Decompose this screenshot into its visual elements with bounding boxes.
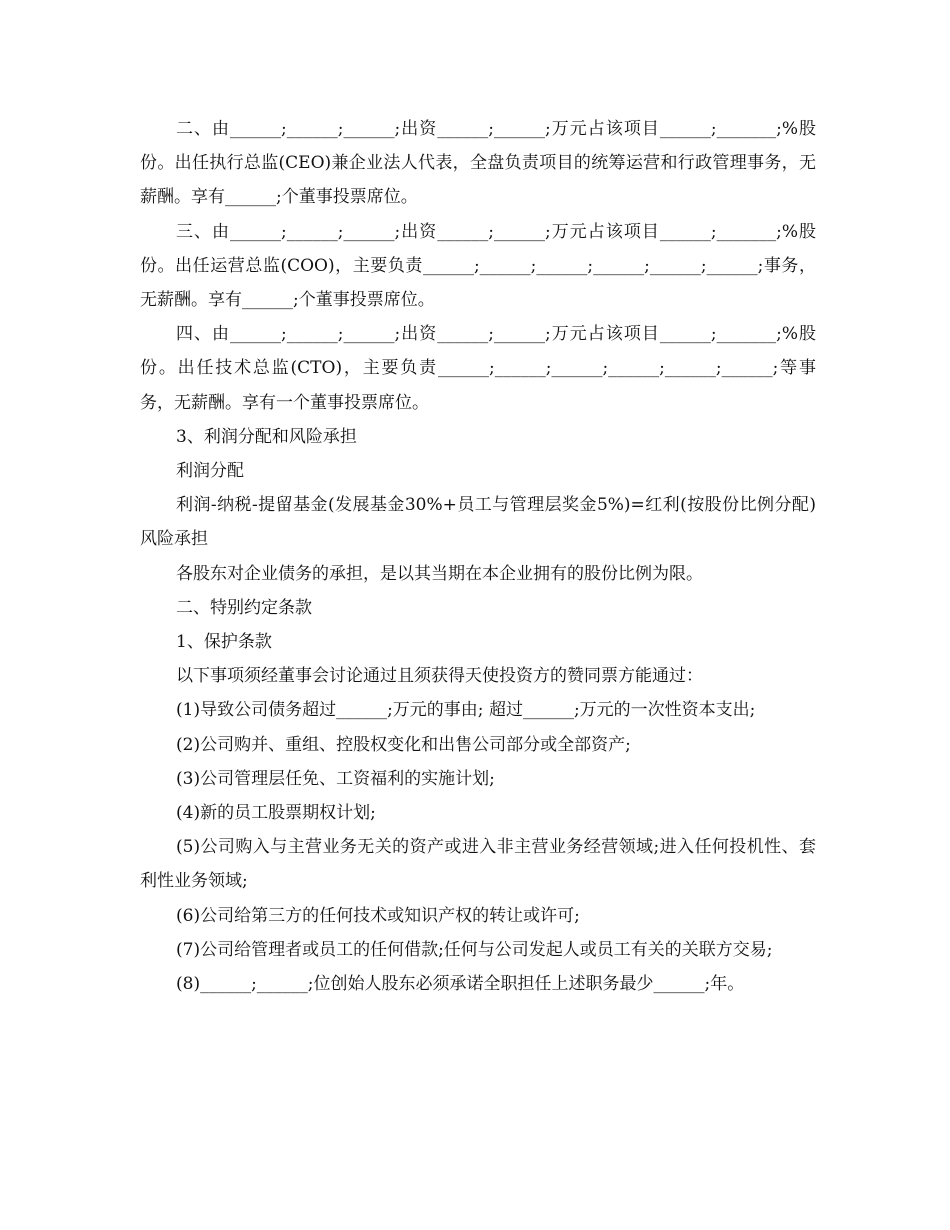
list-item-1: (1)导致公司债务超过______;万元的事由; 超过______;万元的一次性资本支出; [176, 700, 756, 721]
profit-formula-paragraph: 利润-纳税-提留基金(发展基金30%+员工与管理层奖金5%)=红利(按股份比例分配) 风险承担 [140, 495, 816, 550]
list-item-2: (2)公司购并、重组、控股权变化和出售公司部分或全部资产; [176, 734, 631, 755]
list-item-7: (7)公司给管理者或员工的任何借款;任何与公司发起人或员工有关的关联方交易; [176, 939, 773, 960]
board-approval-intro: 以下事项须经董事会讨论通过且须获得天使投资方的赞同票方能通过： [176, 666, 703, 687]
clause-cto-paragraph: 四、由______;______;______;出资______;______;万元占该项目______;_______;%股份。出任技术总监(CTO)，主要负责______;______;______;______;______;______;等事务，无薪酬。享有一个董事投票席位。 [140, 324, 816, 413]
subheading-protection-clause: 1、保护条款 [176, 632, 272, 653]
clause-ceo-paragraph: 二、由______;______;______;出资______;______;万元占该项目______;_______;%股份。出任执行总监(CEO)兼企业法人代表，全盘负责项目的统筹运营和行政管理事务，无薪酬。享有______;个董事投票席位。 [140, 119, 816, 208]
clause-coo-paragraph: 三、由______;______;______;出资______;______;万元占该项目______;_______;%股份。出任运营总监(COO)，主要负责______;______;______;______;______;______;事务，无薪酬。享有______;个董事投票席位。 [140, 221, 816, 311]
debt-liability-paragraph: 各股东对企业债务的承担，是以其当期在本企业拥有的股份比例为限。 [176, 563, 703, 584]
list-item-3: (3)公司管理层任免、工资福利的实施计划; [176, 768, 495, 789]
subheading-profit-distribution: 利润分配 [176, 461, 244, 482]
list-item-8: (8)______;______;位创始人股东必须承诺全职担任上述职务最少______;年。 [176, 974, 745, 995]
section-heading-special-terms: 二、特别约定条款 [176, 597, 312, 618]
list-item-5: (5)公司购入与主营业务无关的资产或进入非主营业务经营领域;进入任何投机性、套利性业务领域; [140, 837, 816, 892]
document-body [140, 112, 816, 1001]
section-heading-profit-risk: 3、利润分配和风险承担 [176, 426, 357, 447]
list-item-4: (4)新的员工股票期权计划; [176, 803, 376, 824]
list-item-6: (6)公司给第三方的任何技术或知识产权的转让或许可; [176, 905, 580, 926]
